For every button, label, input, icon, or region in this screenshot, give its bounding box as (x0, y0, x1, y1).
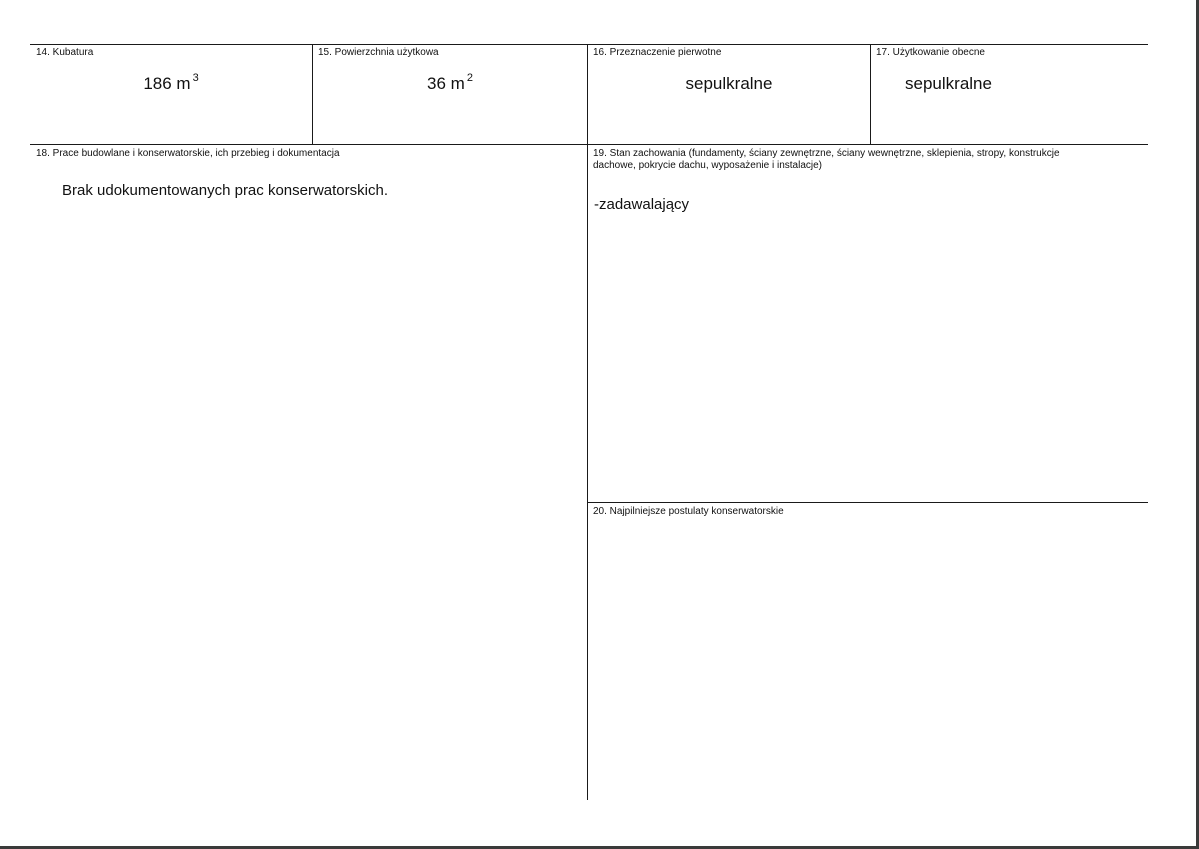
row1-bottom-border (30, 144, 1148, 145)
top-border (30, 44, 1148, 45)
divider-16-17 (870, 44, 871, 144)
field-14-exponent: 3 (192, 72, 199, 84)
field-20-label: 20. Najpilniejsze postulaty konserwatorskie (593, 506, 784, 517)
field-14-value (30, 74, 312, 94)
field19-bottom-border (587, 502, 1148, 503)
field-16-label: 16. Przeznaczenie pierwotne (593, 47, 722, 58)
field-15-exponent: 2 (466, 72, 473, 84)
field-18-value: Brak udokumentowanych prac konserwatorskich. (62, 182, 388, 199)
field-14-label: 14. Kubatura (36, 47, 94, 58)
field-16-value: sepulkralne (685, 74, 773, 93)
field-15-number: 36 m (427, 74, 465, 93)
field-15-value (313, 74, 587, 94)
field-19-value: -zadawalający (594, 196, 690, 213)
field-15-label: 15. Powierzchnia użytkowa (318, 47, 439, 58)
divider-15-16 (587, 44, 588, 800)
field-18-label: 18. Prace budowlane i konserwatorskie, ich przebieg i dokumentacja (36, 148, 340, 159)
field-17-label: 17. Użytkowanie obecne (876, 47, 985, 58)
divider-14-15 (312, 44, 313, 144)
field-14-number: 186 m (143, 74, 191, 93)
field-17-value: sepulkralne (905, 74, 992, 93)
field-19-label: 19. Stan zachowania (fundamenty, ściany zewnętrzne, ściany wewnętrzne, sklepienia, stropy, konstrukcje dachowe, pokrycie dachu, wyposażenie i instalacje) (593, 148, 1060, 171)
